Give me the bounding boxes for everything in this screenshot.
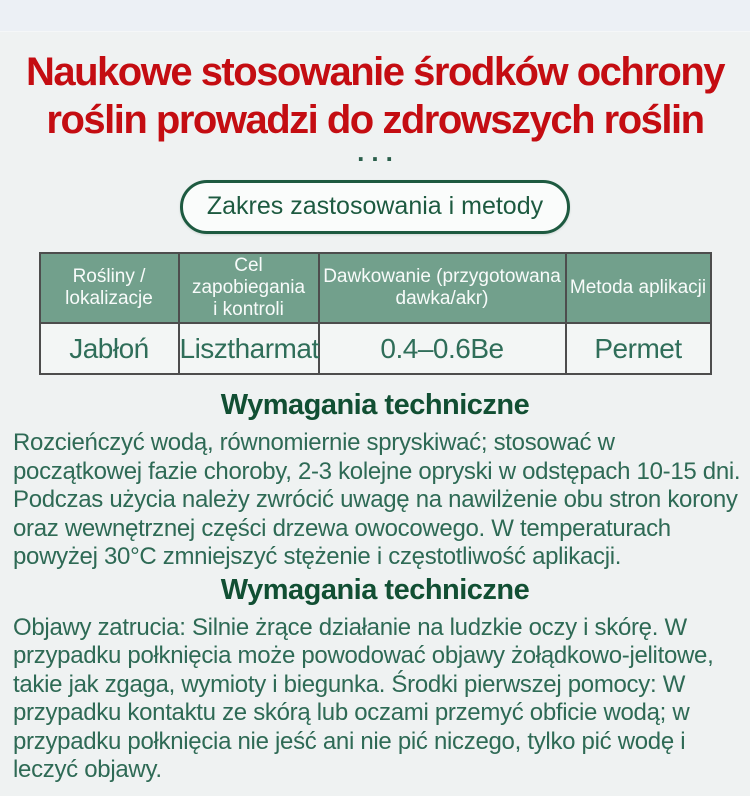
cell-plant: Jabłoń: [40, 323, 179, 374]
page-title: [0, 48, 750, 144]
technical-requirements-text-2: Objawy zatrucia: Silnie żrące działanie na ludzkie oczy i skórę. W przypadku połknięcia może powodować objawy żołądkowo-jelitowe, takie jak zgaga, wymioty i biegunka. Środki pierwszej pomocy: W przypadku kontaktu ze skórą lub oczami przemyć obficie wodą; w przypadku połknięcia nie jeść ani nie pić niczego, tylko pić wodę i leczyć objawy.: [13, 613, 714, 783]
application-table: [39, 252, 712, 375]
technical-requirements-heading-2: Wymagania techniczne: [220, 573, 530, 606]
badge-row: [0, 180, 750, 236]
page-title-line-1: Naukowe stosowanie środków ochrony: [25, 50, 725, 94]
header-application-method: Metoda aplikacji: [566, 253, 711, 323]
table-header-row: [40, 253, 711, 323]
cell-target: Lisztharmat: [179, 323, 319, 374]
table-row: [40, 323, 711, 374]
section-badge: Zakres zastosowania i metody: [180, 180, 570, 234]
header-prevention-target: Cel zapobiegania i kontroli: [179, 253, 319, 323]
top-background-band: [0, 0, 750, 32]
ellipsis-separator: ...: [357, 137, 400, 167]
technical-requirements-text-1: Rozcieńczyć wodą, równomiernie spryskiwać; stosować w początkowej fazie choroby, 2-3 kolejne opryski w odstępach 10-15 dni. Podczas użycia należy zwrócić uwagę na nawilżenie obu stron korony oraz wewnętrznej części drzewa owocowego. W temperaturach powyżej 30°C zmniejszyć stężenie i częstotliwość aplikacji.: [13, 429, 741, 570]
page-title-line-2: roślin prowadzi do zdrowszych roślin: [46, 98, 704, 142]
cell-dosage: 0.4–0.6Be: [319, 323, 566, 374]
cell-method: Permet: [566, 323, 711, 374]
technical-requirements-heading-1: Wymagania techniczne: [220, 389, 530, 421]
header-plants-localization: Rośliny / lokalizacje: [40, 253, 179, 323]
header-dosage: Dawkowanie (przygotowana dawka/akr): [319, 253, 566, 323]
